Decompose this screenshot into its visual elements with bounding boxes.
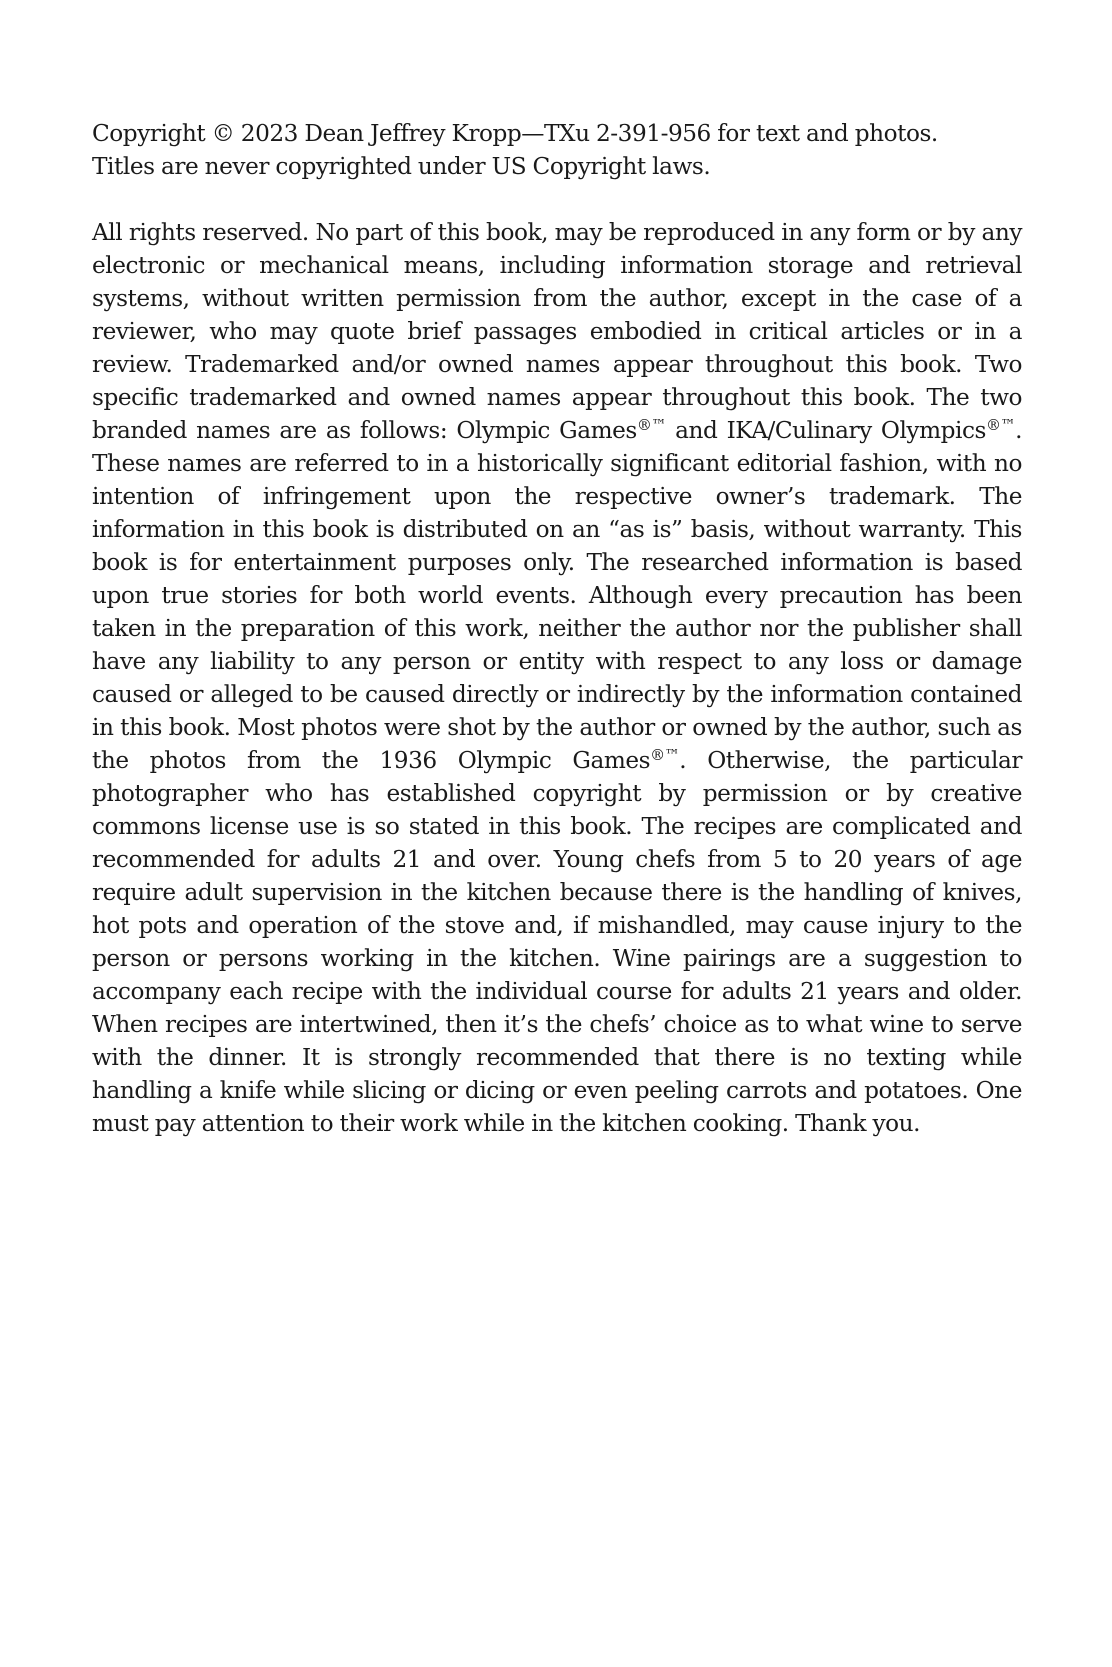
trademark-mark: ®™ [985,416,1016,434]
copyright-line: Copyright © 2023 Dean Jeffrey Kropp—TXu 2-391-956 for text and photos. [92,120,938,147]
trademark-mark: ®™ [636,416,666,434]
copyright-page [92,117,1022,1140]
rights-text-1: All rights reserved. No part of this book, may be reproduced in any form or by any electronic or mechanical means, including information storage and retrieval systems, without written permission from the author, except in the case of a reviewer, who may quote brief passages embodied in critical articles or in a review. Trademarked and/or owned names appear throughout this book. Two specific trademarked and owned names appear throughout this book. The two branded names are as follows: Olympic Games [92,219,1022,444]
rights-text-4: . Otherwise, the particular photographer who has established copyright by permission or by creative commons license use is so stated in this book. The recipes are complicated and recommended for adults 21 and over. Young chefs from 5 to 20 years of age require adult supervision in the kitchen because there is the handling of knives, hot pots and operation of the stove and, if mishandled, may cause injury to the person or persons working in the kitchen. Wine pairings are a suggestion to accompany each recipe with the individual course for adults 21 years and older. When recipes are intertwined, then it’s the chefs’ choice as to what wine to serve with the dinner. It is strongly recommended that there is no texting while handling a knife while slicing or dicing or even peeling carrots and potatoes. One must pay attention to their work while in the kitchen cooking. Thank you. [92,747,1022,1137]
copyright-notice [92,117,1022,183]
rights-paragraph [92,216,1022,1140]
rights-text-2: and IKA/Culinary Olympics [665,417,986,444]
titles-note: Titles are never copyrighted under US Copyright laws. [92,153,711,180]
rights-text-3: . These names are referred to in a historically significant editorial fashion, with no intention of infringement upon the respective owner’s trademark. The information in this book is distributed on an “as is” basis, without warranty. This book is for entertainment purposes only. The researched information is based upon true stories for both world events. Although every precaution has been taken in the preparation of this work, neither the author nor the publisher shall have any liability to any person or entity with respect to any loss or damage caused or alleged to be caused directly or indirectly by the information contained in this book. Most photos were shot by the author or owned by the author, such as the photos from the 1936 Olympic Games [92,417,1022,774]
trademark-mark: ®™ [650,746,680,764]
